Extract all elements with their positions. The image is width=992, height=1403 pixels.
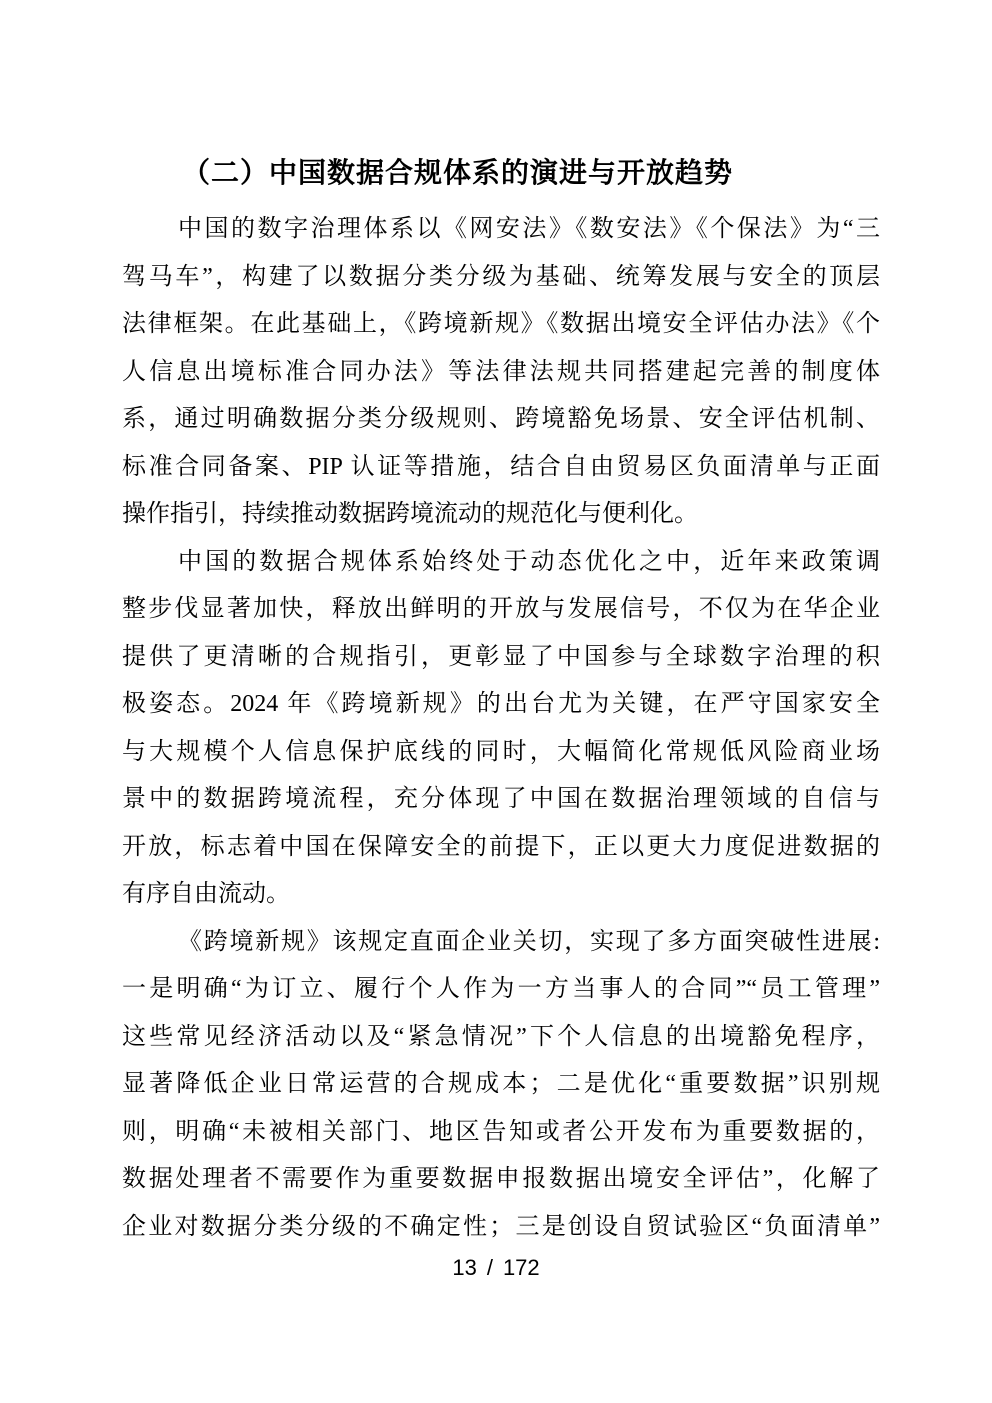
text-line: 一是明确“为订立、履行个人作为一方当事人的合同”“员工管理” [122,976,880,1002]
text-line: 这些常见经济活动以及“紧急情况”下个人信息的出境豁免程序， [122,1023,880,1050]
paragraph [122,206,880,539]
text-line: 与大规模个人信息保护底线的同时，大幅简化常规低风险商业场 [122,738,880,765]
text-line: 数据处理者不需要作为重要数据申报数据出境安全评估”，化解了 [122,1166,880,1192]
page-number-total: 172 [502,1255,540,1280]
text-line: 中国的数字治理体系以《网安法》《数安法》《个保法》为“三 [178,216,880,242]
text-line: 有序自由流动。 [122,881,290,907]
section-heading: （二）中国数据合规体系的演进与开放趋势 [182,158,734,189]
text-line: 人信息出境标准合同办法》等法律法规共同搭建起完善的制度体 [122,358,880,385]
text-line: 驾马车”，构建了以数据分类分级为基础、统筹发展与安全的顶层 [122,263,880,290]
text-line: 提供了更清晰的合规指引，更彰显了中国参与全球数字治理的积 [122,643,880,670]
text-line: 中国的数据合规体系始终处于动态优化之中，近年来政策调 [178,548,880,575]
text-line: 企业对数据分类分级的不确定性；三是创设自贸试验区“负面清单” [122,1213,880,1240]
text-line: 则，明确“未被相关部门、地区告知或者公开发布为重要数据的， [122,1118,880,1145]
text-line: 法律框架。在此基础上，《跨境新规》《数据出境安全评估办法》《个 [122,311,880,337]
text-line: 景中的数据跨境流程，充分体现了中国在数据治理领域的自信与 [122,786,880,812]
text-line: 开放，标志着中国在保障安全的前提下，正以更大力度促进数据的 [122,833,880,860]
text-line: 极姿态。2024 年《跨境新规》的出台尤为关键，在严守国家安全 [122,691,880,717]
text-line: 系，通过明确数据分类分级规则、跨境豁免场景、安全评估机制、 [122,406,880,432]
text-line: 《跨境新规》该规定直面企业关切，实现了多方面突破性进展: [178,928,880,955]
text-line: 整步伐显著加快，释放出鲜明的开放与发展信号，不仅为在华企业 [122,596,880,622]
text-line: 显著降低企业日常运营的合规成本；二是优化“重要数据”识别规 [122,1071,880,1097]
text-line: 操作指引，持续推动数据跨境流动的规范化与便利化。 [122,501,698,527]
page-content [122,150,880,1251]
paragraph [122,919,880,1252]
page-footer [0,1253,992,1283]
text-line: 标准合同备案、PIP 认证等措施，结合自由贸易区负面清单与正面 [122,453,880,480]
page-number-current: 13 [452,1255,477,1280]
paragraph [122,539,880,919]
page-number-separator: / [486,1255,493,1280]
